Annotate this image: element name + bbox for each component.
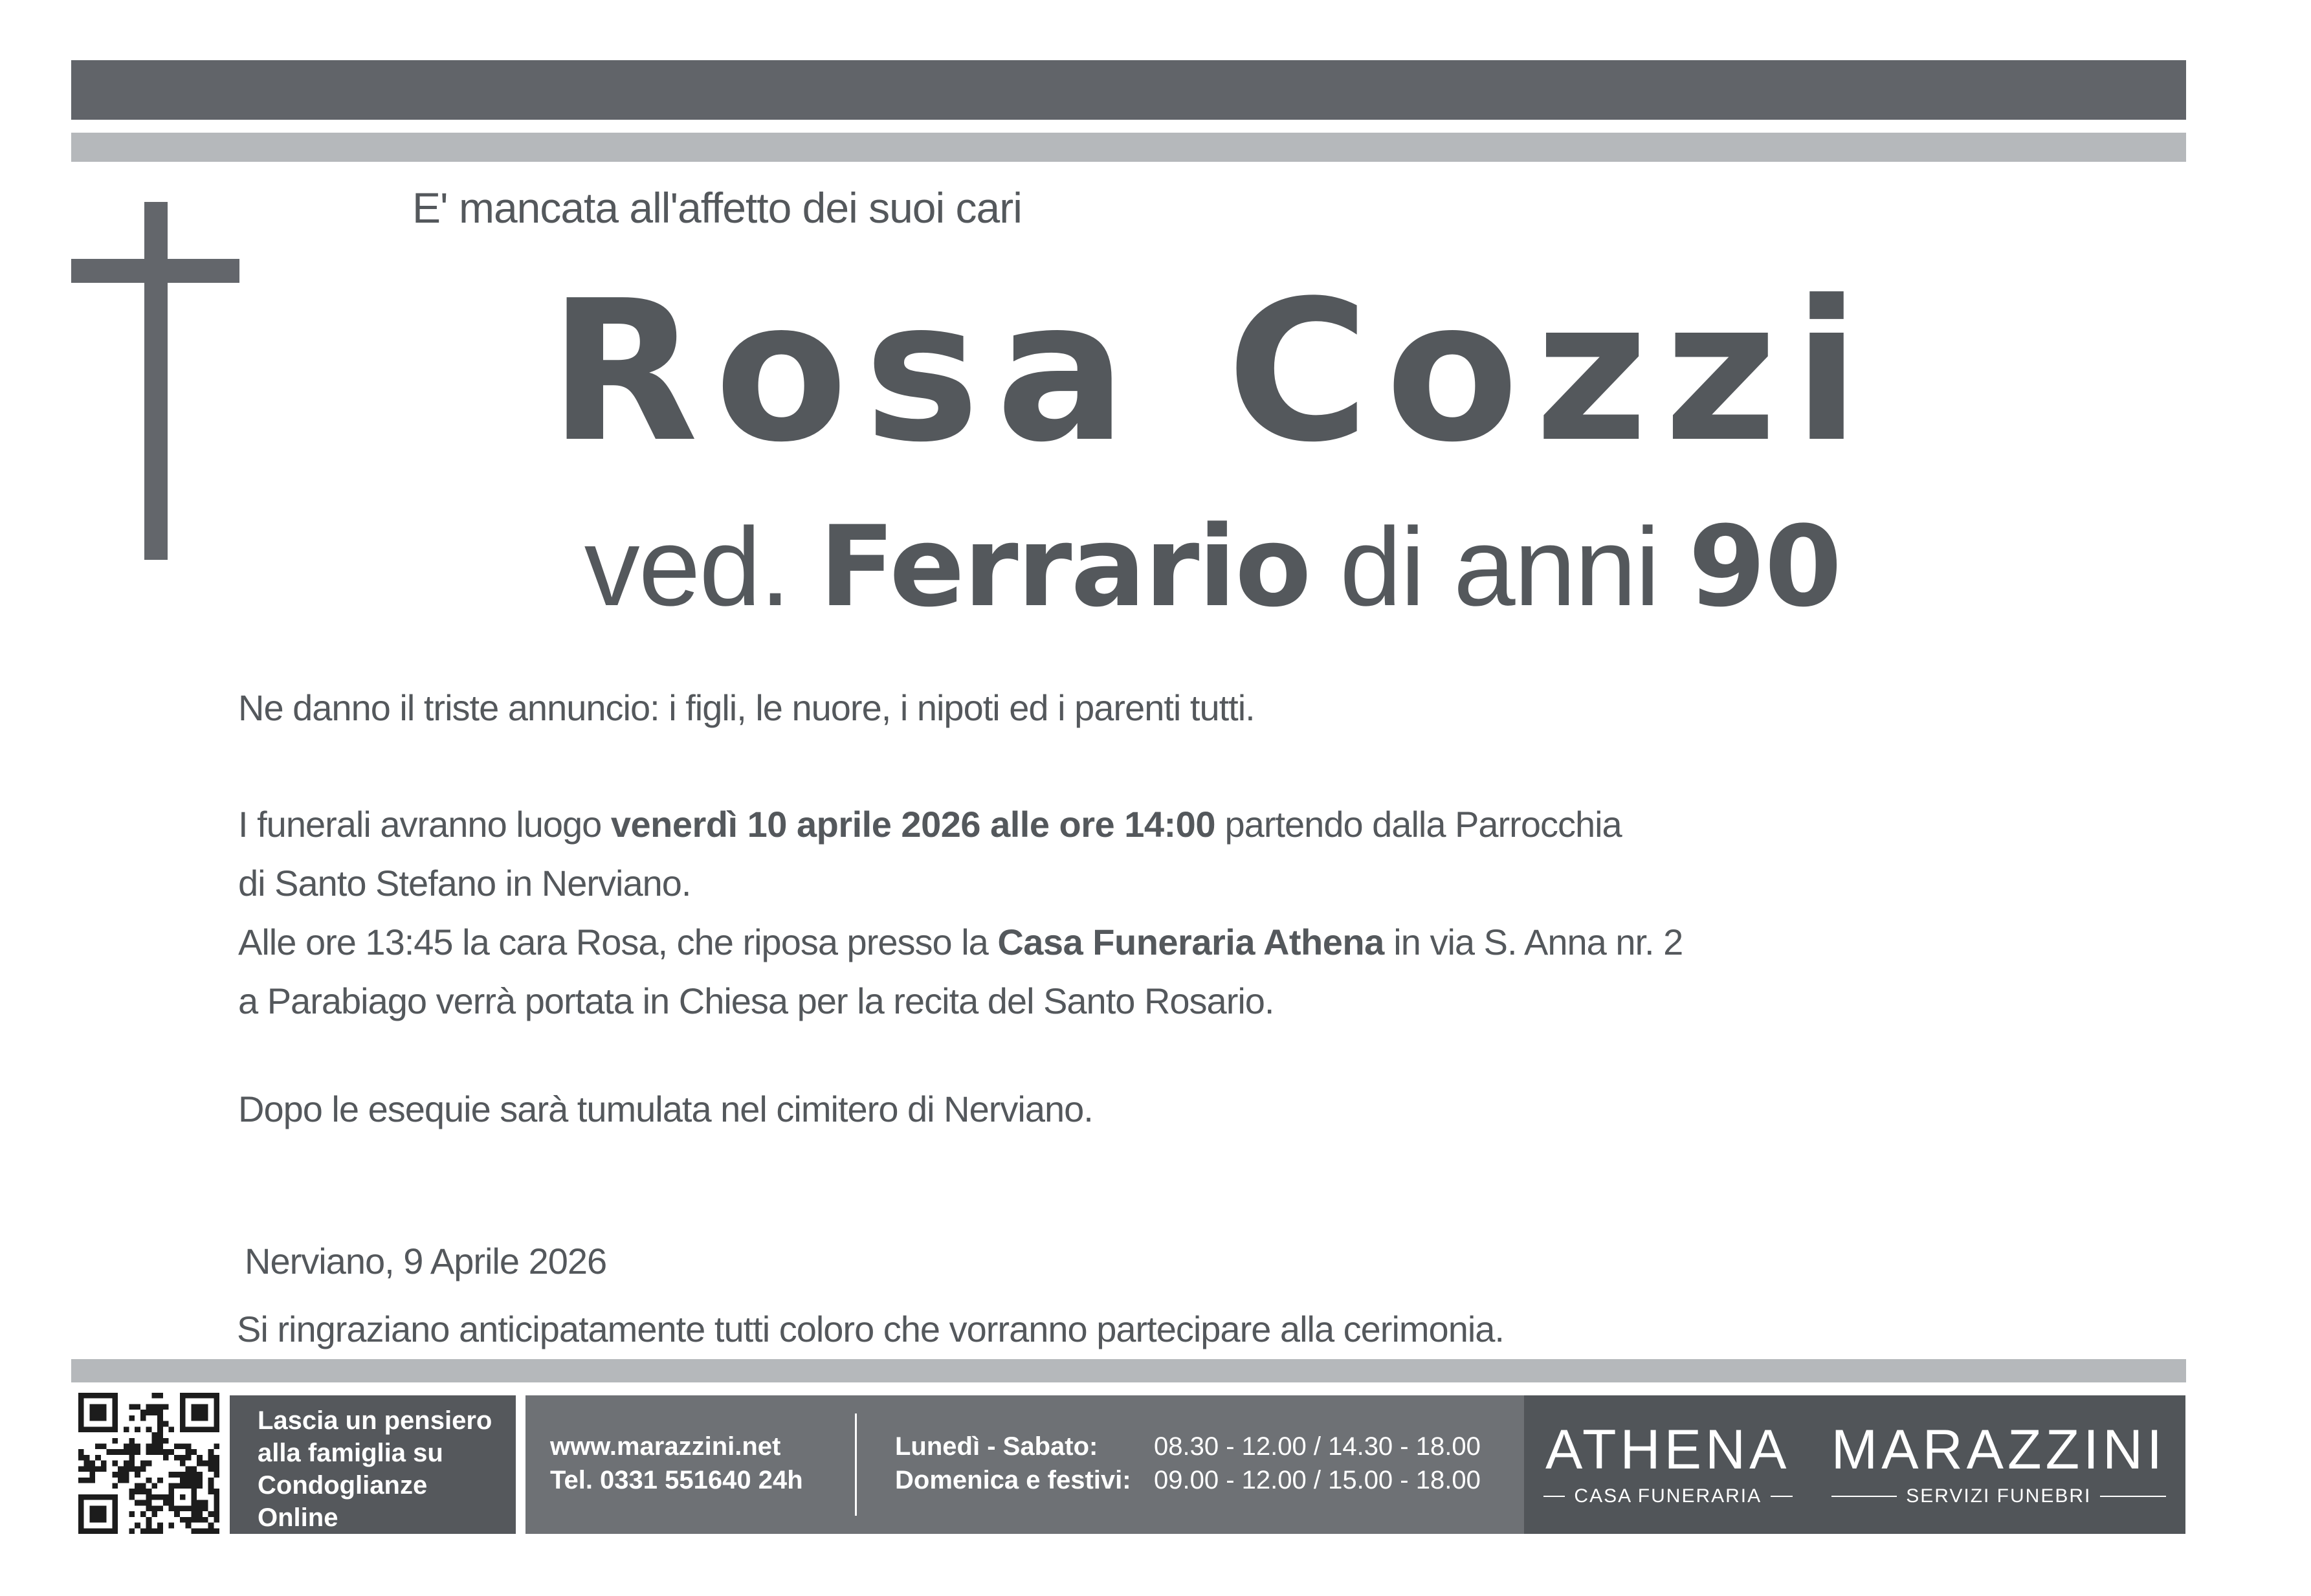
schedule-text: partendo dalla Parrocchia — [1215, 804, 1622, 845]
website-url[interactable]: www.marazzini.net — [550, 1432, 781, 1461]
hours-label: Domenica e festivi: — [895, 1466, 1131, 1494]
brand-marazzini-tagline: SERVIZI FUNEBRI — [1831, 1485, 2166, 1507]
brand-athena — [1524, 1395, 1812, 1534]
cross-vertical — [144, 202, 168, 560]
hours-row — [895, 1430, 1481, 1463]
hours-value: 09.00 - 12.00 / 15.00 - 18.00 — [1154, 1466, 1481, 1494]
hours-label: Lunedì - Sabato: — [895, 1432, 1098, 1461]
schedule-text: a Parabiago verrà portata in Chiesa per la recita del Santo Rosario. — [238, 981, 1274, 1021]
light-accent-bar — [71, 133, 2186, 162]
subtitle-age: 90 — [1688, 502, 1841, 632]
intro-line: E' mancata all'affetto dei suoi cari — [412, 184, 1022, 232]
hours-value: 08.30 - 12.00 / 14.30 - 18.00 — [1154, 1432, 1481, 1461]
vertical-divider — [855, 1413, 857, 1516]
footer-separator-bar — [71, 1359, 2186, 1382]
hours-row — [895, 1463, 1481, 1497]
contact-block — [550, 1430, 803, 1497]
condolences-line: Condoglianze — [258, 1471, 428, 1500]
condolences-panel — [230, 1395, 516, 1534]
contact-panel — [525, 1395, 1524, 1534]
schedule-text: I funerali avranno luogo — [238, 804, 611, 845]
subtitle-surname: Ferrario — [819, 502, 1310, 632]
qr-code-image — [78, 1393, 219, 1534]
dateline: Nerviano, 9 Aprile 2026 — [245, 1241, 607, 1281]
condolences-line: alla famiglia su — [258, 1439, 443, 1467]
brand-athena-name: ATHENA — [1545, 1419, 1791, 1481]
schedule-text: in via S. Anna nr. 2 — [1384, 922, 1683, 962]
funeral-home-name: Casa Funeraria Athena — [997, 922, 1384, 962]
top-accent-bar — [71, 60, 2186, 120]
brand-marazzini — [1812, 1395, 2185, 1534]
brand-marazzini-name: MARAZZINI — [1831, 1419, 2166, 1481]
burial-text: Dopo le esequie sarà tumulata nel cimitero di Nerviano. — [238, 1089, 1093, 1129]
announcement-text: Ne danno il triste annuncio: i figli, le nuore, i nipoti ed i parenti tutti. — [238, 687, 1255, 728]
funeral-schedule — [238, 795, 1683, 1030]
condolences-line: Lascia un pensiero — [258, 1406, 492, 1435]
schedule-text: Alle ore 13:45 la cara Rosa, che riposa presso la — [238, 922, 998, 962]
funeral-datetime: venerdì 10 aprile 2026 alle ore 14:00 — [610, 804, 1215, 845]
opening-hours — [895, 1430, 1481, 1497]
deceased-subtitle — [239, 502, 2185, 632]
brands-panel — [1524, 1395, 2185, 1534]
brand-athena-tagline: CASA FUNERARIA — [1543, 1485, 1793, 1507]
thanks-text: Si ringraziano anticipatamente tutti coloro che vorranno partecipare alla cerimonia. — [237, 1309, 1504, 1349]
deceased-name: Rosa Cozzi — [549, 259, 1876, 485]
qr-code[interactable] — [78, 1393, 219, 1534]
phone-number[interactable]: Tel. 0331 551640 24h — [550, 1466, 803, 1494]
condolences-line: Online — [258, 1503, 338, 1532]
subtitle-prefix: ved. — [584, 505, 819, 629]
schedule-text: di Santo Stefano in Nerviano. — [238, 863, 691, 903]
subtitle-middle: di anni — [1310, 505, 1688, 629]
cross-horizontal — [71, 259, 239, 283]
